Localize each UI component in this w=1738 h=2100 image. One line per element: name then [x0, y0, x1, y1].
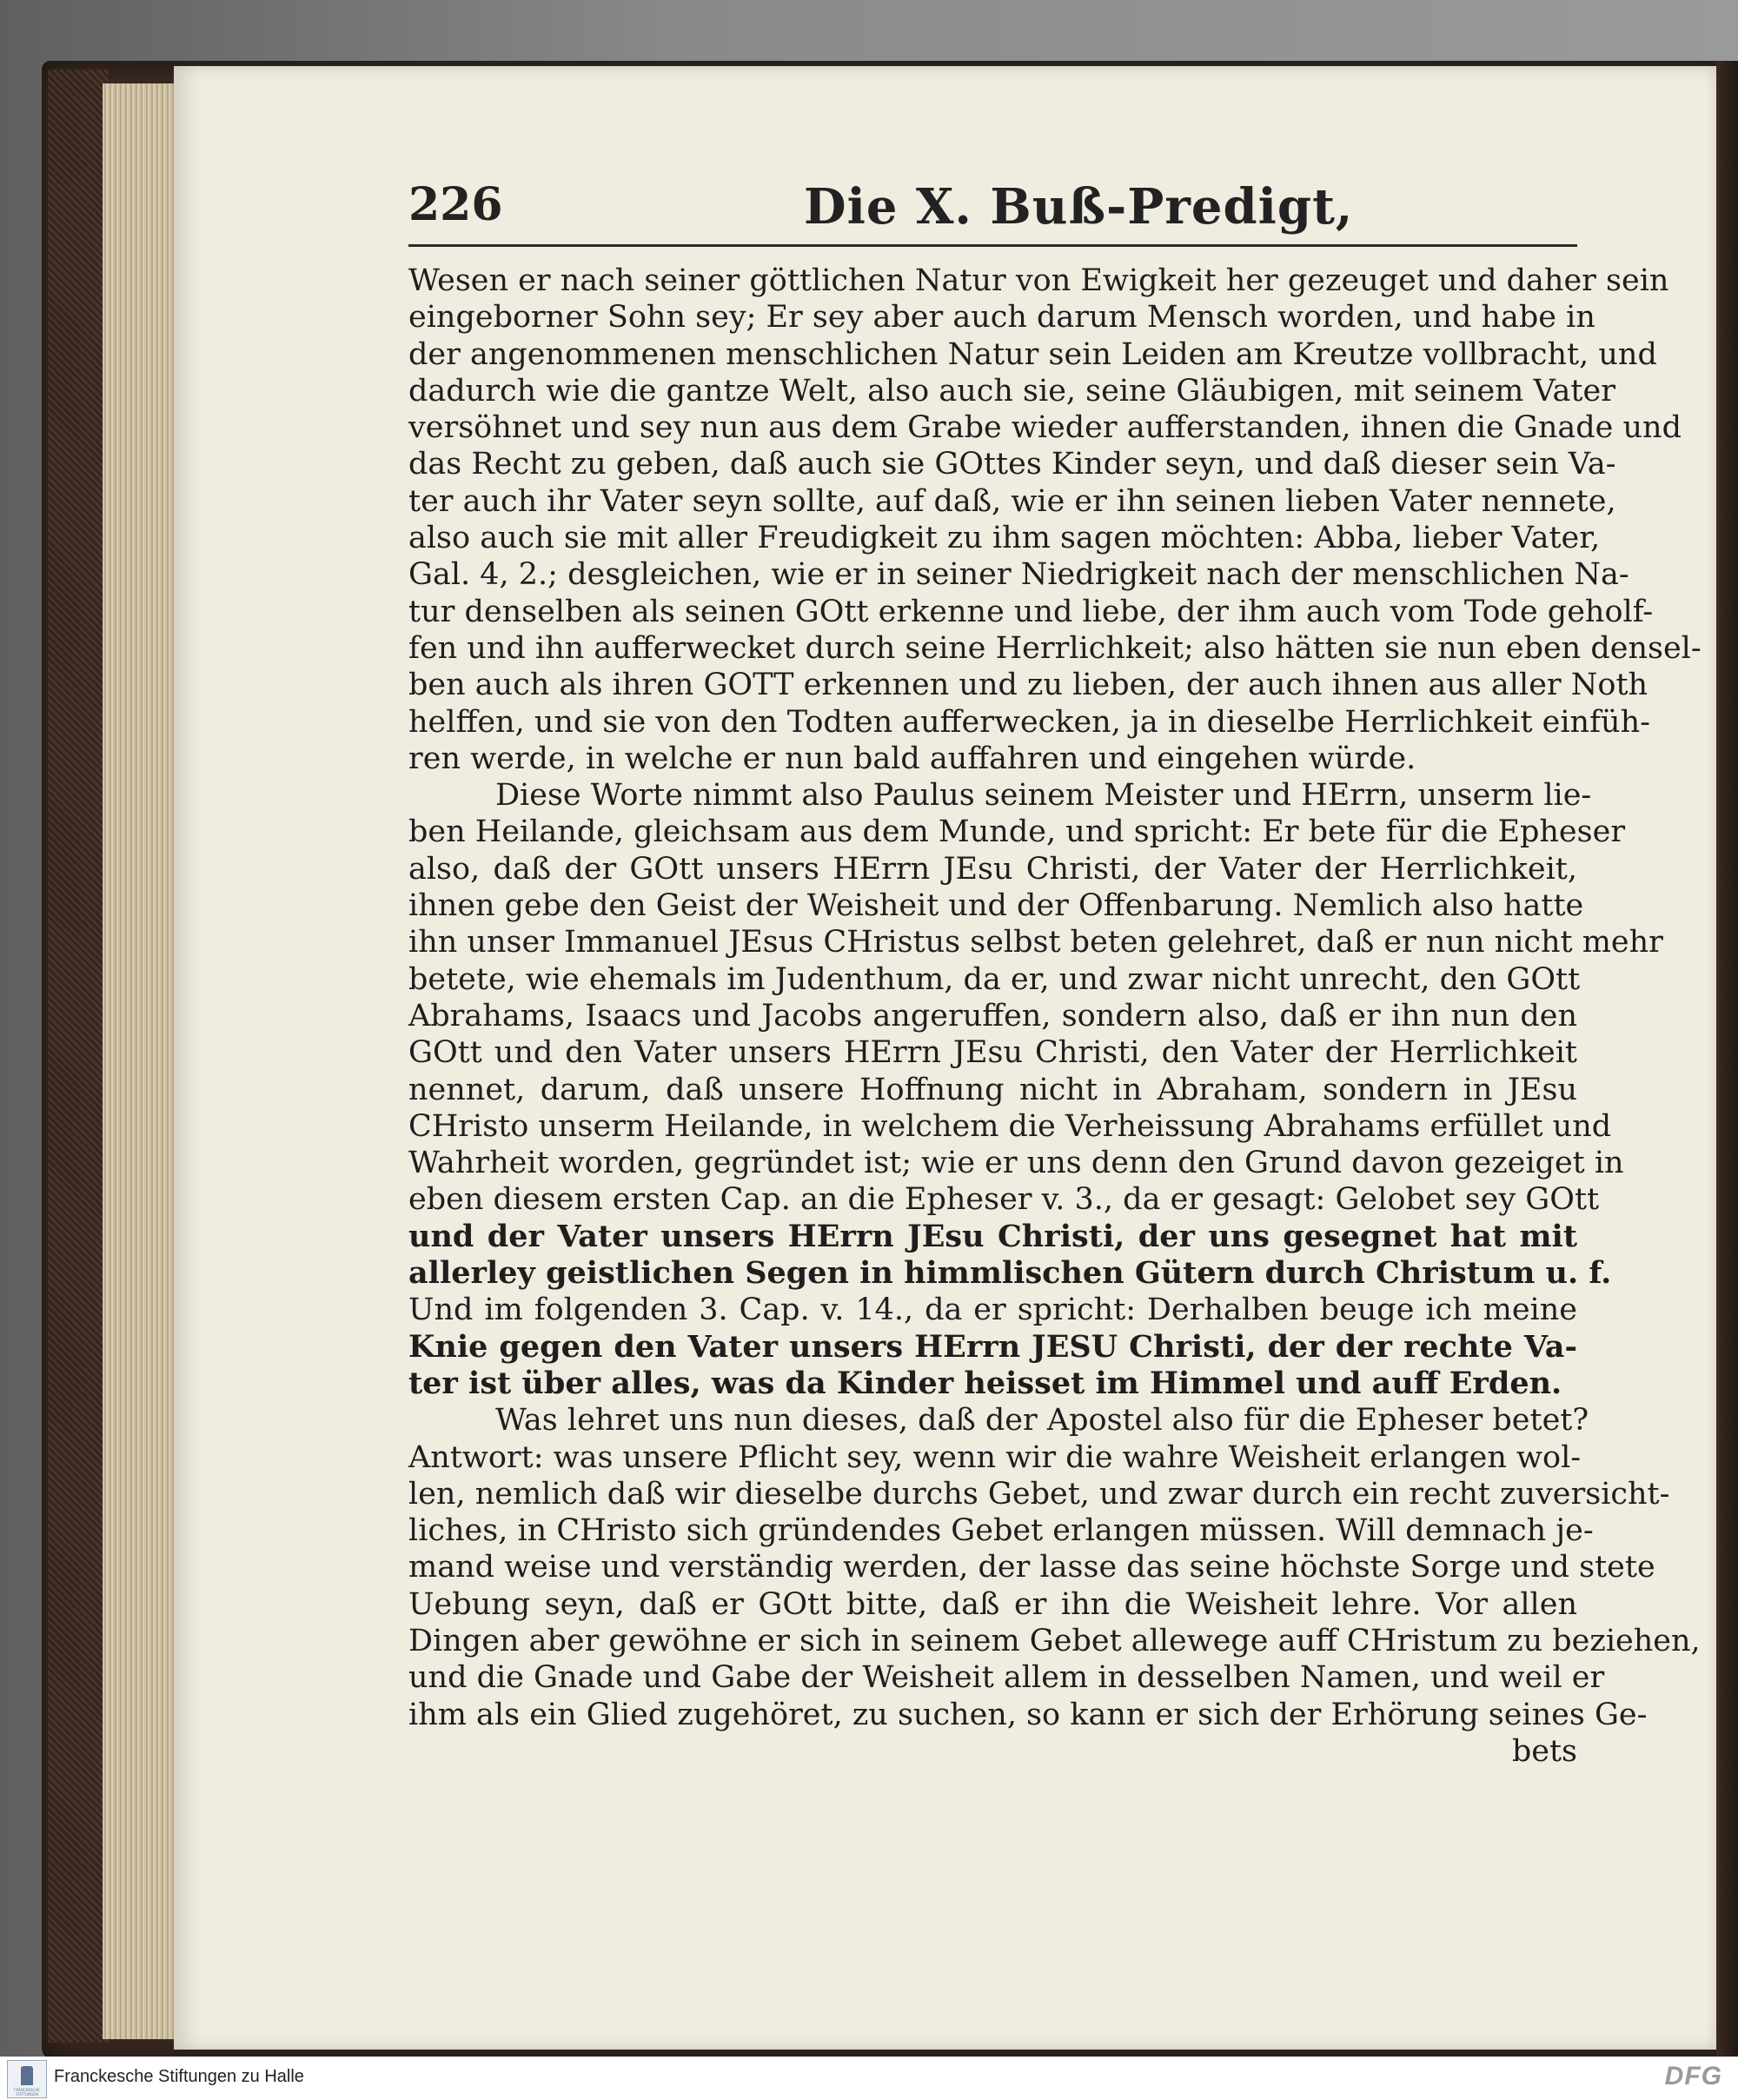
text-line: eben diesem ersten Cap. an die Epheser v. 3., da er gesagt: Gelobet sey GOtt: [408, 1182, 1600, 1218]
text-line: versöhnet und sey nun aus dem Grabe wieder aufferstanden, ihnen die Gnade und: [408, 410, 1682, 446]
text-line: liches, in CHristo sich gründendes Gebet erlangen müssen. Will demnach je-: [408, 1513, 1594, 1549]
text-line: Und im folgenden 3. Cap. v. 14., da er spricht: Derhalben beuge ich meine: [408, 1293, 1577, 1328]
building-icon: [21, 2066, 33, 2085]
text-line: eingeborner Sohn sey; Er sey aber auch darum Mensch worden, und habe in: [408, 300, 1595, 336]
text-line: ren werde, in welche er nun bald auffahren und eingehen würde.: [408, 741, 1416, 776]
text-line: ihm als ein Glied zugehöret, zu suchen, so kann er sich der Erhörung seines Ge-: [408, 1697, 1648, 1732]
institution-label: Franckesche Stiftungen zu Halle: [54, 2067, 304, 2086]
text-line: GOtt und den Vater unsers HErrn JEsu Christi, den Vater der Herrlichkeit: [408, 1035, 1577, 1071]
text-line: ihn unser Immanuel JEsus CHristus selbst beten gelehret, daß er nun nicht mehr: [408, 925, 1663, 960]
text-line: Was lehret uns nun dieses, daß der Apostel also für die Epheser betet?: [495, 1403, 1589, 1439]
viewer-footer: [0, 2057, 1738, 2100]
text-line: Wesen er nach seiner göttlichen Natur von Ewigkeit her gezeuget und daher sein: [408, 263, 1669, 298]
text-line: ben auch als ihren GOTT erkennen und zu lieben, der auch ihnen aus aller Noth: [408, 668, 1648, 703]
text-line: Antwort: was unsere Pflicht sey, wenn wir die wahre Weisheit erlangen wol-: [408, 1439, 1582, 1475]
body-text: [408, 262, 1702, 1770]
text-line: betete, wie ehemals im Judenthum, da er, und zwar nicht unrecht, den GOtt: [408, 961, 1581, 997]
text-line: nennet, darum, daß unsere Hoffnung nicht in Abraham, sondern in JEsu: [408, 1072, 1577, 1107]
text-line: und die Gnade und Gabe der Weisheit allem in desselben Namen, und weil er: [408, 1660, 1605, 1696]
text-line: fen und ihn aufferwecket durch seine Herrlichkeit; also hätten sie nun eben densel-: [408, 630, 1702, 666]
text-line: Uebung seyn, daß er GOtt bitte, daß er ihn die Weisheit lehre. Vor allen: [408, 1586, 1577, 1622]
text-line: das Recht zu geben, daß auch sie GOttes Kinder seyn, und daß dieser sein Va-: [408, 447, 1616, 482]
book-cover-texture: [48, 70, 109, 2043]
text-line: dadurch wie die gantze Welt, also auch sie, seine Gläubigen, mit seinem Vater: [408, 373, 1615, 409]
book-binding-edge: [1716, 61, 1738, 2060]
text-line: helffen, und sie von den Todten aufferwecken, ja in dieselbe Herrlichkeit einfüh-: [408, 704, 1650, 740]
text-line: mand weise und verständig werden, der lasse das seine höchste Sorge und stete: [408, 1550, 1655, 1585]
text-line: ihnen gebe den Geist der Weisheit und der Offenbarung. Nemlich also hatte: [408, 888, 1584, 924]
text-line: Dingen aber gewöhne er sich in seinem Gebet allewege auff CHristum zu beziehen,: [408, 1623, 1701, 1658]
logo-text: FRANCKESCHE STIFTUNGEN: [14, 2088, 40, 2097]
text-line: also, daß der GOtt unsers HErrn JEsu Christi, der Vater der Herrlichkeit,: [408, 851, 1577, 887]
text-line: ben Heilande, gleichsam aus dem Munde, und spricht: Er bete für die Epheser: [408, 814, 1626, 850]
page-number: 226: [408, 178, 503, 231]
dfg-logo[interactable]: DFG: [1664, 2062, 1722, 2090]
text-line: allerley geistlichen Segen in himmlischen Gütern durch Christum u. f.: [408, 1255, 1612, 1292]
text-line: Gal. 4, 2.; desgleichen, wie er in seiner Niedrigkeit nach der menschlichen Na-: [408, 557, 1629, 593]
text-line: und der Vater unsers HErrn JEsu Christi, der uns gesegnet hat mit: [408, 1218, 1577, 1254]
page-edges: [103, 83, 181, 2039]
institution-logo[interactable]: [7, 2060, 47, 2098]
running-title: Die X. Buß-Predigt,: [804, 178, 1354, 236]
text-line: also auch sie mit aller Freudigkeit zu ihm sagen möchten: Abba, lieber Vater,: [408, 521, 1601, 556]
page-header: [408, 178, 1577, 239]
text-line: len, nemlich daß wir dieselbe durchs Gebet, und zwar durch ein recht zuversicht-: [408, 1476, 1670, 1512]
text-line: der angenommenen menschlichen Natur sein Leiden am Kreutze vollbracht, und: [408, 336, 1657, 372]
text-line: ter auch ihr Vater seyn sollte, auf daß, wie er ihn seinen lieben Vater nennete,: [408, 483, 1616, 519]
text-line: Knie gegen den Vater unsers HErrn JESU Christi, der der rechte Va-: [408, 1328, 1577, 1365]
text-line: Diese Worte nimmt also Paulus seinem Meister und HErrn, unserm lie-: [495, 778, 1592, 814]
catchword: bets: [1511, 1733, 1577, 1769]
text-line: Wahrheit worden, gegründet ist; wie er uns denn den Grund davon gezeiget in: [408, 1146, 1624, 1181]
text-line: CHristo unserm Heilande, in welchem die Verheissung Abrahams erfüllet und: [408, 1108, 1612, 1144]
text-line: tur denselben als seinen GOtt erkenne und liebe, der ihm auch vom Tode geholf-: [408, 594, 1654, 629]
text-line: Abrahams, Isaacs und Jacobs angeruffen, sondern also, daß er ihn nun den: [408, 998, 1577, 1033]
text-line: ter ist über alles, was da Kinder heisset im Himmel und auff Erden.: [408, 1365, 1562, 1401]
header-rule: [408, 244, 1577, 247]
